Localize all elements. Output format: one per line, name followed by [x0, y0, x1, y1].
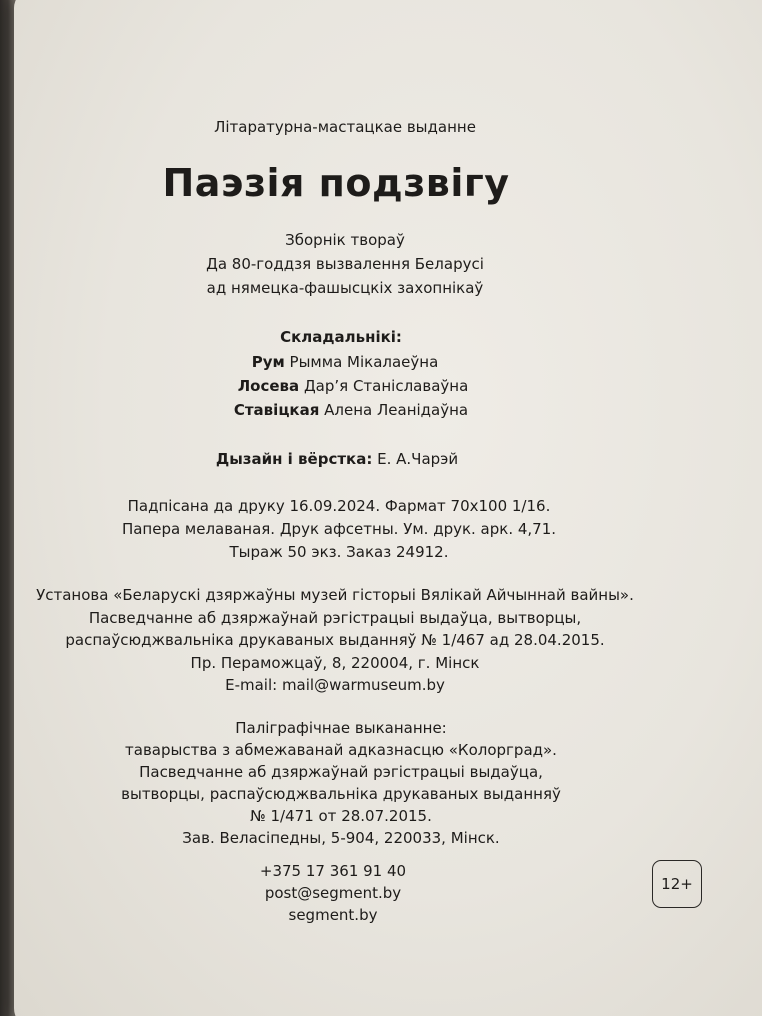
design-credit: [0, 448, 682, 470]
compilers-label: Складальнікі:: [280, 328, 402, 346]
genre-label: Літаратурна-мастацкае выданне: [214, 118, 476, 136]
publisher-line-4: Пр. Пераможцаў, 8, 220004, г. Мінск: [190, 654, 480, 672]
design-name: Е. А.Чарэй: [377, 450, 459, 468]
subtitle-line-1: Зборнік твораў: [285, 231, 405, 249]
compiler-2: [8, 375, 698, 397]
age-rating-badge: 12+: [652, 860, 702, 908]
book-title: Паэзія подзвігу: [162, 161, 510, 205]
subtitle-line-3: ад нямецка-фашысцкіх захопнікаў: [206, 279, 484, 297]
compiler-2-surname: Лосева: [237, 377, 300, 395]
compiler-1-surname: Рум: [251, 353, 285, 371]
compiler-3-name: Алена Леанідаўна: [324, 401, 469, 419]
print-info-line-3: Тыраж 50 экз. Заказ 24912.: [229, 543, 449, 561]
contact-email: post@segment.by: [264, 884, 402, 902]
subtitle-line-2: Да 80-годдзя вызвалення Беларусі: [206, 255, 484, 273]
printing-line-1: Паліграфічнае выкананне:: [235, 719, 447, 737]
printing-line-5: № 1/471 от 28.07.2015.: [250, 807, 432, 825]
publisher-line-3: распаўсюджвальніка друкаваных выданняў № 1/467 ад 28.04.2015.: [65, 631, 605, 649]
printing-line-2: таварыства з абмежаванай адказнасцю «Колорград».: [125, 741, 557, 759]
contact-phone: +375 17 361 91 40: [259, 862, 407, 880]
printing-line-6: Зав. Веласіпедны, 5-904, 220033, Мінск.: [182, 829, 500, 847]
print-info-line-1: Падпісана да друку 16.09.2024. Фармат 70х100 1/16.: [127, 497, 551, 515]
printing-line-4: вытворцы, распаўсюджвальніка друкаваных выданняў: [121, 785, 561, 803]
publisher-email: E-mail: mail@warmuseum.by: [225, 676, 445, 694]
design-label: Дызайн і вёрстка:: [215, 450, 373, 468]
compiler-1-name: Рымма Мікалаеўна: [289, 353, 439, 371]
publisher-line-1: Установа «Беларускі дзяржаўны музей гісторыі Вялікай Айчыннай вайны».: [36, 586, 634, 604]
compiler-3-surname: Ставіцкая: [233, 401, 320, 419]
compiler-1: [0, 351, 690, 373]
compiler-3: [6, 399, 696, 421]
printing-line-3: Пасведчанне аб дзяржаўнай рэгістрацыі выдаўца,: [139, 763, 543, 781]
publisher-line-2: Пасведчанне аб дзяржаўнай рэгістрацыі выдаўца, вытворцы,: [88, 609, 582, 627]
compiler-2-name: Дар’я Станіславаўна: [303, 377, 469, 395]
contact-website: segment.by: [288, 906, 378, 924]
print-info-line-2: Папера мелаваная. Друк афсетны. Ум. друк. арк. 4,71.: [121, 520, 557, 538]
